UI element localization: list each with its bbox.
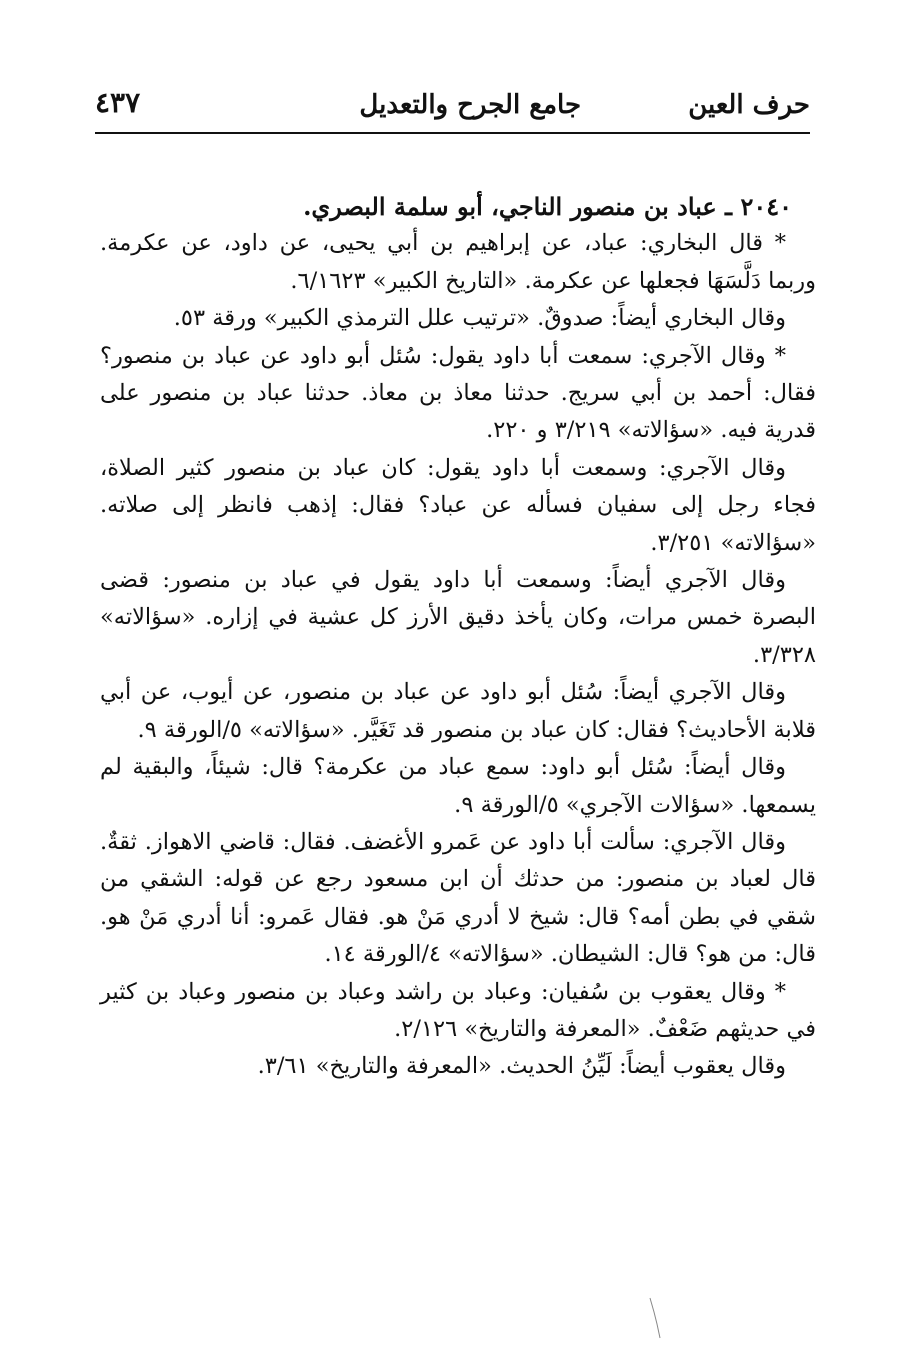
- entry-title: ٢٠٤٠ ـ عباد بن منصور الناجي، أبو سلمة البصري.: [303, 192, 792, 221]
- paragraph: وقال البخاري أيضاً: صدوقٌ. «ترتيب علل الترمذي الكبير» ورقة ٥٣.: [173, 305, 786, 332]
- page-number: ٤٣٧: [95, 86, 141, 119]
- paragraph: * وقال الآجري: سمعت أبا داود يقول: سُئل أبو داود عن عباد بن منصور؟ فقال: أحمد بن أبي سريج. حدثنا معاذ بن معاذ. حدثنا عباد بن منصور على قدرية فيه. «سؤالاته» ٣/٢١٩ و ٢٢٠.: [100, 342, 816, 444]
- paragraph: وقال أيضاً: سُئل أبو داود: سمع عباد من عكرمة؟ قال: شيئاً، والبقية لم يسمعها. «سؤالات الآجري» ٥/الورقة ٩.: [100, 754, 816, 818]
- running-header: [95, 86, 810, 126]
- paragraph: وقال يعقوب أيضاً: لَيِّنُ الحديث. «المعرفة والتاريخ» ٣/٦١.: [257, 1053, 786, 1080]
- paragraph: وقال الآجري: وسمعت أبا داود يقول: كان عباد بن منصور كثير الصلاة، فجاء رجل إلى سفيان فسأله عن عباد؟ فقال: إذهب فانظر إلى صلاته. «سؤالاته» ٣/٢٥١.: [100, 454, 816, 556]
- book-title: جامع الجرح والتعديل: [359, 90, 582, 120]
- paragraph: وقال الآجري: سألت أبا داود عن عَمرو الأغضف. فقال: قاضي الاهواز. ثقةٌ. قال لعباد بن منصور: من حدثك أن ابن مسعود رجع عن قوله: الشقي من شقي في بطن أمه؟ قال: شيخ لا أدري مَنْ هو. فقال عَمرو: أنا أدري مَنْ هو. قال: من هو؟ قال: الشيطان. «سؤالاته» ٤/الورقة ١٤.: [100, 828, 816, 968]
- body-text: [100, 188, 816, 1086]
- paragraph: * قال البخاري: عباد، عن إبراهيم بن أبي يحيى، عن داود، عن عكرمة. وربما دَلَّسَهَا فجعلها عن عكرمة. «التاريخ الكبير» ٦/١٦٢٣.: [100, 230, 816, 294]
- paragraph: * وقال يعقوب بن سُفيان: وعباد بن راشد وعباد بن منصور وعباد بن كثير في حديثهم ضَعْفٌ. «المعرفة والتاريخ» ٢/١٢٦.: [100, 978, 816, 1042]
- header-divider: [95, 132, 810, 134]
- paragraph: وقال الآجري أيضاً: وسمعت أبا داود يقول في عباد بن منصور: قضى البصرة خمس مرات، وكان يأخذ دقيق الأرز كل عشية في إزاره. «سؤالاته» ٣/٣٢٨.: [100, 567, 816, 668]
- section-title: حرف العين: [688, 90, 810, 120]
- paragraph: وقال الآجري أيضاً: سُئل أبو داود عن عباد بن منصور، عن أيوب، عن أبي قلابة الأحاديث؟ فقال: كان عباد بن منصور قد تَغَيَّر. «سؤالاته» ٥/الورقة ٩.: [100, 679, 816, 743]
- scan-mark: [648, 1296, 662, 1340]
